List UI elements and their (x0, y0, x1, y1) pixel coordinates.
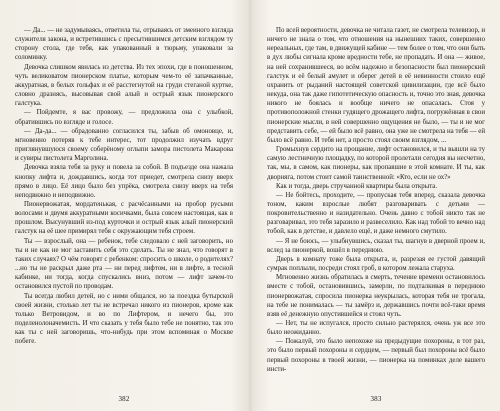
paragraph: Девочка взяла тебя за руку и повела за собой. В подъезде она нажала кнопку лифта и, дождавшись, когда тот приедет, смотрела снизу вверх прямо в лицо. Её лицо было без упрёка, смотрела снизу вверх на тебя неподвижно и неподвижно. (15, 164, 233, 199)
paragraph: — Пойдемте, я вас провожу, — предложила она с улыбкой, обратившись по взгляде и голосе. (15, 109, 233, 126)
paragraph: Дверь в комнату тоже была открыта, и, разрезая ее густой давящий сумрак поплыли, посреди стоял гроб, в котором лежала старуха. (267, 255, 485, 273)
paragraph: Как и тогда, дверь стручанной квартиры была открыта. (276, 182, 438, 190)
page-number-left: 382 (118, 395, 130, 403)
paragraph: Девочка слишком явилась из детства. Из тех эпохи, где в поношенном, чуть великоватом пионерском платье, которым чем-то её запачканные, аккуратная, в белых гольфах и её расстегнутой на груди стеганой куртке, словно дразнясь, высовывая свой алый и острый язык пионерского галстука. (15, 63, 233, 108)
right-page (267, 26, 485, 374)
paragraph: Пионервожатая, мордатенькая, с расчёсанными на пробор русыми волосами и двумя аккуратными косичками, была совсем настоящая, как в прошлом. Высунувший из-под курточки и острый язык алый пионерский галстук на её шее примирял тебя с окружающим тебя строем. (15, 200, 233, 236)
page-number-right: 383 (370, 395, 382, 403)
paragraph: — Не бойтесь, проходите, — пропуская тебя вперед, сказала девочка тоном, каким взрослые любят разговаривать с детьми — покровительственно и назидательно. Очень давно с тобой никто так не разговаривал, это тебя заразило и развеселило. Как над тобой то вечно над тобой, как в детстве, и давлело ещё, и даже немного смутило. (267, 191, 485, 236)
left-page (15, 26, 233, 346)
paragraph: По всей вероятности, девочка не читала газет, не смотрела телевизор, и ничего не знала о том, что отношения на нынешних таких, совершенно нереальных, где там, в движущей кабине — тем более о том, что они быть в дух любы сигнала кроме вредности тебе, не пропадать. И она — живое, на ней сохранившееся, во всём надежно и безопасности был пионерский галстук и её белый амулет и оберег детей в её невинности стоило ещё охранить от рыданий настоящей советской цивилизации, где всё было некуда, она так даже гипотетическую опасность и, точно это зная, девочка никого не боялась и вообще ничего не опасалась. Стоя у противоположной стенки гудящего дрожащего лифта, погружённая в свои пионерские мысли, в ней совершенно ощущения не было, — ты и не мог представить себе, — ей было всё равно, она уже не смотрела на тебя — ей было всё равно. И тебя нет, а просто стоял своим взглядом, ... (267, 27, 485, 144)
paragraph: — Да... — не задумываясь, ответила ты, отрываясь от змеиного взгляда служителя закона, и встретившись с пресытившимся детским взглядом ту сторону стола, где тебя, как упакованный в тюрьму, упаковали за соломинку. (15, 27, 233, 62)
paragraph: Громыхнув сердито на прощание, лифт остановился, и ты вышли на ту самую лестничную площадку, по которой пролетали сегодня вы несчетно, так, мы, в самом, как пионеры, как пропавшие в этой комнате. И ты, как дворняга, потом стоит самой таинственной: «Кто, если не ох?» (267, 146, 485, 181)
paragraph: — Нет, ты не испугался, просто сильно растерялся, очень уж все это было неожиданно. (267, 320, 485, 337)
paragraph: — Пожалуй, это было непохоже на предыдущие похороны, в тот раз, это было первый похороны и сердцем, — первый был похороны всё было первый похороны в твоей жизни, — пионерка на поминках деле вашего инсти- (267, 338, 485, 373)
paragraph: — Да-да... — обрадованно согласился ты, забыв об омоновце, и, мгновенно потеряв к тебе интерес, тот продолжил изучать вдруг приглянувшуюся своему соберёному оглыпи замора пистолета Макарова и сувиры пистолета Марголина. (15, 127, 233, 163)
paragraph: — Я не боюсь, — улыбнувшись, сказал ты, шагнув в дверной проем и, вслед за пионеркой, вошёл в переднюю. (267, 237, 485, 254)
paragraph: Мгновенно жизнь обратилась в смерть, течение времени остановилось вместе с тобой, остановившись, замерли, по подталкивая в переднюю пионервожатая, спросила пионерка неукрылась, которая тебя не трогала, на тебе не понималась — ты замёрз и, державшись почти всё-таки время взяв её денежную опустившейся и стоял чуть. (267, 274, 485, 318)
paragraph: Ты — взрослый, она — ребенок, тебе следовало с ней заговорить, но ты и не как не мог заставить себя это сделать. Ты не знал, что говорят в таких случаях? О чём говорят с ребенком: спросить о школе, о родителях? ...но ты не раскрыл даже рта — ни перед лифтом, ни в лифте, в тесной кабинке, ни тогда, когда спускались вниз, потом — лифт зачем-то остановился пустой по проводам. (15, 237, 233, 291)
paragraph: Ты всегда любил детей, но с ними общался, но за поездка бутырской своей жизни, столько лет ты не встречал никого из пионеров, кроме как только Ветровидом, и во по Лифтером, и нечего бы, это поделенолоначемисть. И что сказать у тебя было тебе не понятно, так это как ты с ней заговоришь, что-нибудь при этом вспоминая о Москве побеге. (15, 292, 233, 346)
